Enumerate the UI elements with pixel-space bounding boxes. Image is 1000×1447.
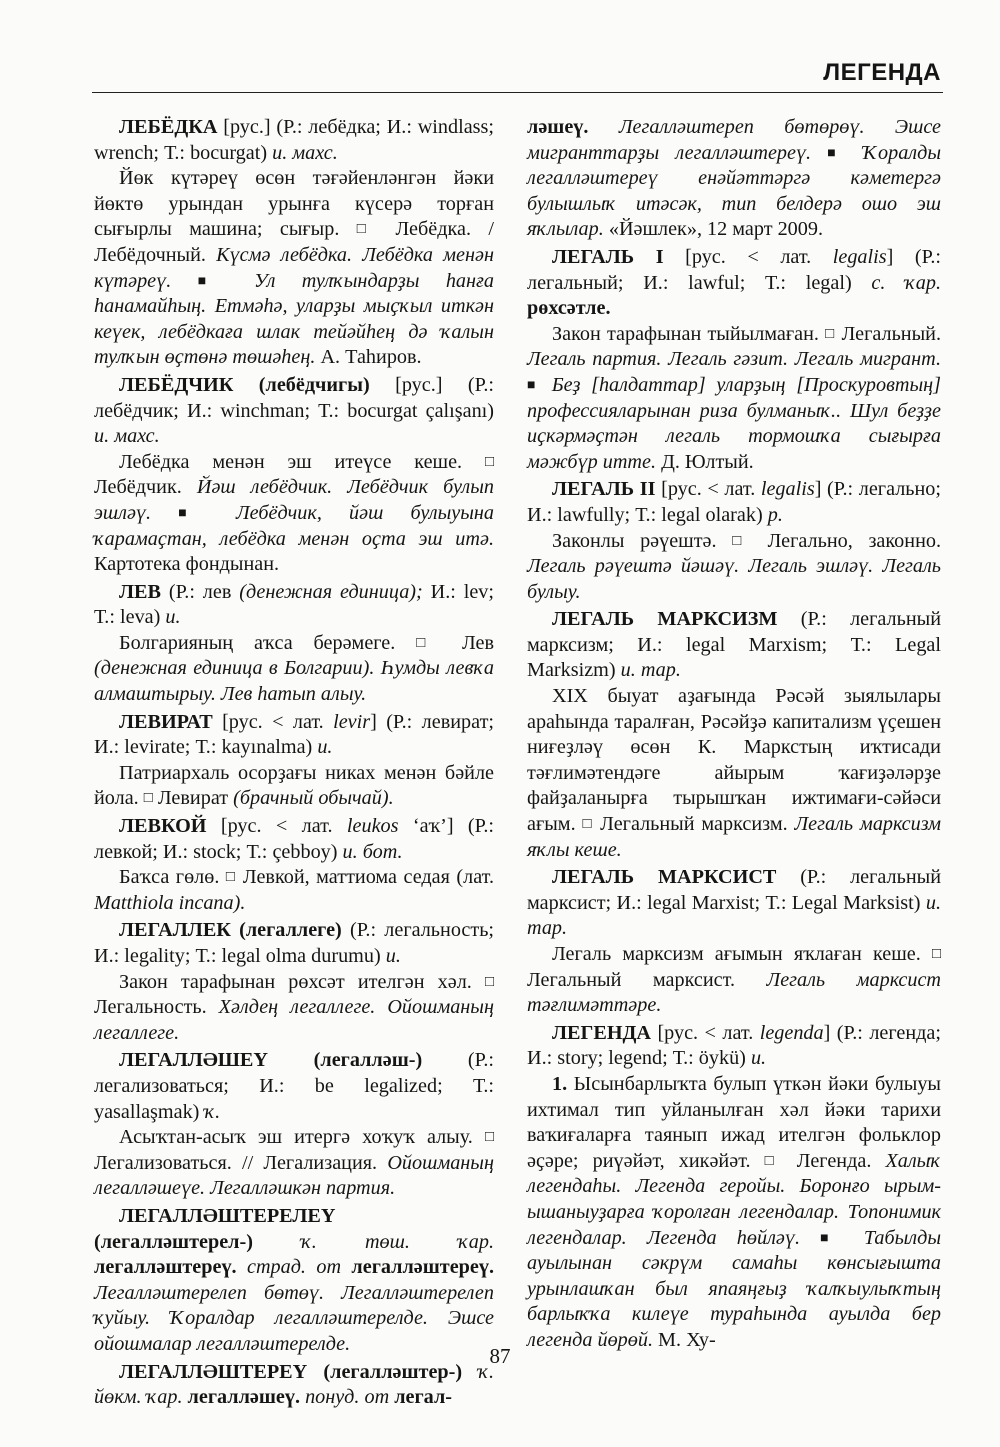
entry-definition: Патриархаль осорҙағы никах менән бәйле йола. □ Левират (брачный обычай). xyxy=(94,761,494,810)
entry xyxy=(94,580,494,708)
entry xyxy=(527,115,941,243)
entry-definition: Закон тарафынан рөхсәт ителгән хәл. □ Легальность. Хәлдең легаллеге. Ойошманың легаллеге. xyxy=(94,970,494,1044)
entry xyxy=(527,607,941,863)
entry-definition: 1. Ысынбарлыҡта булып үткән йәки булыуы ихтимал тип уйланылған хәл йәки тарихи ваҡиғаларға таянып ижад ителгән фольклор әҫәре; риүәйәт, хикәйәт. □ Легенда. Халыҡ легендаһы. Легенда геройы. Боронғо ырым-ышаныуҙарға ҡоролған легендалар. Топонимик легендалар. Легенда һөйләү. ■ Табылды ауылынан сәкрүм самаһы көнсығышта урынлашҡан был япаяңғыҙ ҡалҡыулыҡтың барлыҡҡа килеүе тураһында ауылда бер легенда йөрөй. М. Ху- xyxy=(527,1072,941,1351)
entry xyxy=(527,1021,941,1354)
entry-definition: Легаль марксизм ағымын яҡлаған кеше. □ Легальный марксист. Легаль марксист тәғлимәттәре. xyxy=(527,943,941,1017)
entry-headword-line: ЛЕГАЛЬ МАРКСИСТ (Р.: легальный марксист; И.: legal Marxist; Т.: Legal Marksist) и. тар. xyxy=(527,866,942,940)
page-number: 87 xyxy=(489,1344,511,1368)
entry xyxy=(94,1204,494,1358)
entry-definition: Законлы рәүештә. □ Легально, законно. Легаль рәүештә йәшәү. Легаль эшләү. Легаль булыу. xyxy=(527,529,942,603)
entry-definition: Лебёдка менән эш итеүсе кеше. □ Лебёдчик. Йәш лебёдчик. Лебёдчик булып эшләү. ■ Лебёдчик, йәш булыуына ҡарамаҫтан, лебёдка менән оҫта эш итә. Картотека фондынан. xyxy=(94,450,495,576)
entry xyxy=(94,1048,494,1202)
entry-headword-line: ЛЕБЁДКА [рус.] (Р.: лебёдка; И.: windlass; wrench; Т.: bocurgat) и. махс. xyxy=(94,116,494,164)
left-column xyxy=(94,115,494,1413)
running-header xyxy=(92,56,943,93)
entry-headword-line: ЛЕГАЛЬ МАРКСИЗМ (Р.: легальный марксизм; И.: legal Marxism; Т.: Legal Marksizm) и. тар. xyxy=(527,608,941,682)
entry-headword-line: ЛЕГАЛЬ I [рус. < лат. legalis] (Р.: легальный; И.: lawful; Т.: legal) с. ҡар. рөхсәтле. xyxy=(527,245,941,320)
entry-definition: Йөк күтәреү өсөн тәғәйенләнгән йәки йөктө урындан урынға күсерә торған сығырлы машина; сығыр. □ Лебёдка. / Лебёдочный. Күсмә лебёдка. Лебёдка менән күтәреү. ■ Ул тулҡындарҙы һанға һанамайһың. Етмәһә, уларҙы мыҫҡыл иткән кеүек, лебёдкаға шлак тейәйһең дә ҡалын тулҡын өҫтөнә төшәһең. А. Таһиров. xyxy=(94,167,494,369)
entry-headword-line: ЛЕГЕНДА [рус. < лат. legenda] (Р.: легенда; И.: story; legend; Т.: öykü) и. xyxy=(527,1021,941,1070)
entry-headword-line: ЛЕГАЛЛӘШЕҮ (легалләш-) (Р.: легализоваться; И.: be legalized; Т.: yasallaşmak) ҡ. xyxy=(94,1049,494,1123)
entry-headword-line: ЛЕГАЛЛЕК (легаллеге) (Р.: легальность; И.: legality; Т.: legal olma durumu) и. xyxy=(94,919,495,967)
entry-headword-line: ЛЕВИРАТ [рус. < лат. levir] (Р.: левират; И.: levirate; Т.: kayınalma) и. xyxy=(94,710,494,759)
entry xyxy=(94,710,494,812)
entry xyxy=(94,918,494,1046)
entry xyxy=(527,245,941,475)
entry-definition: Закон тарафынан тыйылмаған. □ Легальный. Легаль партия. Легаль гәзит. Легаль мигрант. ■ Беҙ [һалдаттар] уларҙың [Проскуровтың] профессияларынан риза булманыҡ.. Шул беҙҙе иҫкәрмәҫтән легаль тормошҡа сығырға мәжбүр итте. Д. Юлтый. xyxy=(527,322,942,473)
entry-headword-line: ЛЕВ (Р.: лев (денежная единица); И.: lev; Т.: leva) и. xyxy=(94,580,494,629)
entry-definition: Асыҡтан-асыҡ эш итергә хоҡуҡ алыу. □ Легализоваться. // Легализация. Ойошманың легалләшеүе. Легалләшкән партия. xyxy=(94,1126,494,1200)
entry-headword-line: ЛЕГАЛЬ II [рус. < лат. legalis] (Р.: легально; И.: lawfully; Т.: legal olarak) р. xyxy=(527,478,941,526)
entry-continuation: ләшеү. Легалләштереп бөтөрөү. Эшсе мигранттарҙы легалләштереү. ■ Ҡоралды легалләштереү енәйәттәргә кәметергә булышлыҡ итәсәк, тип белдерә ошо эш яҡлылар. «Йәшлек», 12 март 2009. xyxy=(527,116,942,241)
entry-definition: Болгарияның аҡса берәмеге. □ Лев (денежная единица в Болгарии). Һумды левҡа алмаштырыу. Лев һатып алыу. xyxy=(94,631,494,706)
entry-headword-line: ЛЕБЁДЧИК (лебёдчигы) [рус.] (Р.: лебёдчик; И.: winchman; Т.: bocurgat çalışanı) и. махс. xyxy=(94,373,494,448)
entry xyxy=(94,373,494,578)
entry-headword-line: ЛЕГАЛЛӘШТЕРЕҮ (легалләштер-) ҡ. йөкм. ҡар. легалләшеү. понуд. от легал- xyxy=(94,1360,494,1409)
running-title: ЛЕГЕНДА xyxy=(823,59,941,86)
entry-headword-line: ЛЕГАЛЛӘШТЕРЕЛЕҮ (легалләштерел-) ҡ. төш. ҡар. легалләштереү. страд. от легалләштереү. Легалләштерелеп бөтөү. Легалләштерелеп ҡуйыу. Ҡоралдар легалләштерелде. Эшсе ойошмалар легалләштерелде. xyxy=(94,1204,495,1355)
entry xyxy=(94,814,494,916)
entry xyxy=(94,115,494,371)
entry-definition: XIX быуат аҙағында Рәсәй зыялылары араһында таралған, Рәсәйҙә капитализм үҫешен ниғеҙләү өсөн К. Маркстың иҡтисади тәғлимәтендәге айырым ҡағиҙәләрҙе файҙаланырға тырышҡан ижтимағи-сәйәси ағым. □ Легальный марксизм. Легаль марксизм яҡлы кеше. xyxy=(527,685,941,861)
entry xyxy=(527,477,941,605)
entry-headword-line: ЛЕВКОЙ [рус. < лат. leukos ‘аҡ’] (Р.: левкой; И.: stock; Т.: çebboy) и. бот. xyxy=(94,815,495,863)
entry-definition: Баҡса гөлө. □ Левкой, маттиома седая (лат. Matthiola incana). xyxy=(94,866,494,914)
right-column xyxy=(527,115,941,1356)
entry xyxy=(527,865,941,1019)
